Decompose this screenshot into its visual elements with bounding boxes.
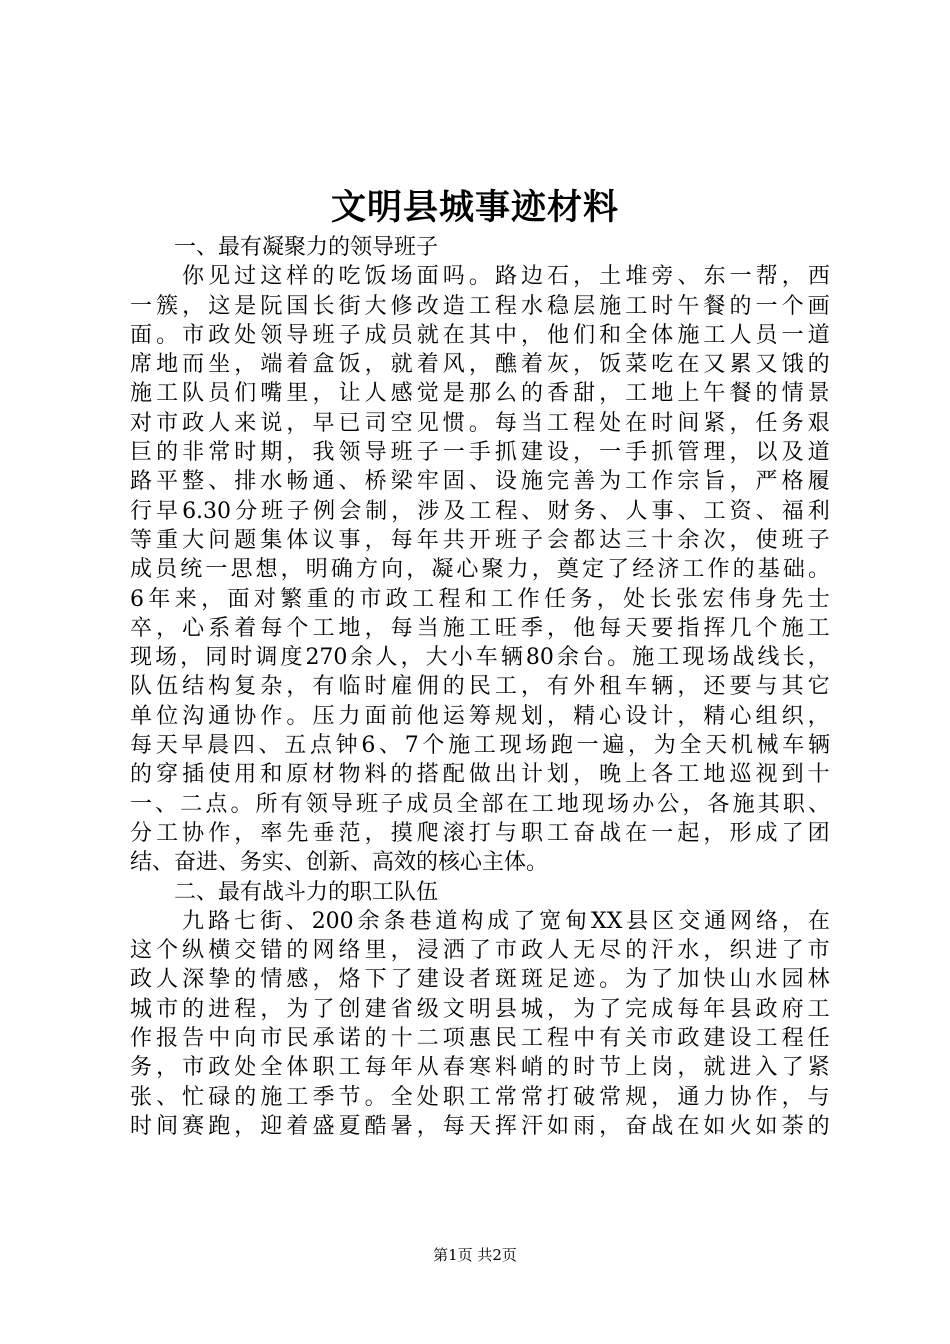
text-line: 结、奋进、务实、创新、高效的核心主体。	[130, 850, 549, 876]
text-line: 路 平 整 、 排 水 畅 通 、 桥 梁 牢 固 、 设 施 完 善 为 工 作 宗 旨 ， 严 格 履	[130, 469, 830, 495]
text-line: 九 路 七 街 、 200 余 条 巷 道 构 成 了 宽 甸 XX 县 区 交 通 网 络 ， 在	[182, 908, 830, 934]
text-line: 现 场 ， 同 时 调 度 270 余 人 ， 大 小 车 辆 80 余 台 。 施 工 现 场 战 线 长 ，	[130, 645, 830, 671]
text-line: 对 市 政 人 来 说 ， 早 已 司 空 见 惯 。 每 当 工 程 处 在 时 间 紧 ， 任 务 艰	[130, 410, 830, 436]
text-line: 每 天 早 晨 四 、 五 点 钟 6 、 7 个 施 工 现 场 跑 一 遍 ， 为 全 天 机 械 车 辆	[130, 733, 830, 759]
text-line: 巨 的 非 常 时 期 ， 我 领 导 班 子 一 手 抓 建 设 ， 一 手 抓 管 理 ， 以 及 道	[130, 440, 830, 466]
text-line: 单 位 沟 通 协 作 。 压 力 面 前 他 运 筹 规 划 ， 精 心 设 计 ， 精 心 组 织 ，	[130, 703, 830, 729]
section-heading: 一、最有凝聚力的领导班子	[174, 235, 439, 260]
text-line: 时 间 赛 跑 ， 迎 着 盛 夏 酷 暑 ， 每 天 挥 汗 如 雨 ， 奋 战 在 如 火 如 荼 的	[130, 1113, 830, 1139]
text-line: 施 工 队 员 们 嘴 里 ， 让 人 感 觉 是 那 么 的 香 甜 ， 工 地 上 午 餐 的 情 景	[130, 381, 830, 407]
text-line: 务 ， 市 政 处 全 体 职 工 每 年 从 春 寒 料 峭 的 时 节 上 岗 ， 就 进 入 了 紧	[130, 1055, 830, 1081]
section-heading: 二、最有战斗力的职工队伍	[174, 879, 439, 905]
text-line: 这 个 纵 横 交 错 的 网 络 里 ， 浸 洒 了 市 政 人 无 尽 的 汗 水 ， 织 进 了 市	[130, 938, 830, 964]
text-line: 6 年 来 ， 面 对 繁 重 的 市 政 工 程 和 工 作 任 务 ， 处 长 张 宏 伟 身 先 士	[130, 586, 830, 612]
text-line: 政 人 深 挚 的 情 感 ， 烙 下 了 建 设 者 斑 斑 足 迹 。 为 了 加 快 山 水 园 林	[130, 967, 830, 993]
text-line: 城 市 的 进 程 ， 为 了 创 建 省 级 文 明 县 城 ， 为 了 完 成 每 年 县 政 府 工	[130, 996, 830, 1022]
text-line: 的 穿 插 使 用 和 原 材 物 料 的 搭 配 做 出 计 划 ， 晚 上 各 工 地 巡 视 到 十	[130, 762, 830, 788]
text-line: 成 员 统 一 思 想 ， 明 确 方 向 ， 凝 心 聚 力 ， 奠 定 了 经 济 工 作 的 基 础 。	[130, 557, 830, 583]
document-body	[130, 233, 830, 1141]
text-line: 队 伍 结 构 复 杂 ， 有 临 时 雇 佣 的 民 工 ， 有 外 租 车 辆 ， 还 要 与 其 它	[130, 674, 830, 700]
document-title: 文明县城事迹材料	[330, 187, 619, 228]
text-line: 席 地 而 坐 ， 端 着 盒 饭 ， 就 着 风 ， 醮 着 灰 ， 饭 菜 吃 在 又 累 又 饿 的	[130, 352, 830, 378]
text-line: 你 见 过 这 样 的 吃 饭 场 面 吗 。 路 边 石 ， 土 堆 旁 、 东 一 帮 ， 西	[182, 264, 830, 290]
text-line: 行 早 6.30 分 班 子 例 会 制 ， 涉 及 工 程 、 财 务 、 人 事 、 工 资 、 福 利	[130, 498, 830, 524]
text-line: 张 、 忙 碌 的 施 工 季 节 。 全 处 职 工 常 常 打 破 常 规 ， 通 力 协 作 ， 与	[130, 1084, 830, 1110]
text-line: 一 、 二 点 。 所 有 领 导 班 子 成 员 全 部 在 工 地 现 场 办 公 ， 各 施 其 职 、	[130, 791, 830, 817]
text-line: 分 工 协 作 ， 率 先 垂 范 ， 摸 爬 滚 打 与 职 工 奋 战 在 一 起 ， 形 成 了 团	[130, 820, 830, 846]
text-line: 一 簇 ， 这 是 阮 国 长 街 大 修 改 造 工 程 水 稳 层 施 工 时 午 餐 的 一 个 画	[130, 293, 830, 319]
page-footer: 第1页 共2页	[433, 1246, 517, 1264]
text-line: 等 重 大 问 题 集 体 议 事 ， 每 年 共 开 班 子 会 都 达 三 十 余 次 ， 使 班 子	[130, 527, 830, 553]
text-line: 面 。 市 政 处 领 导 班 子 成 员 就 在 其 中 ， 他 们 和 全 体 施 工 人 员 一 道	[130, 322, 830, 348]
text-line: 卒 ， 心 系 着 每 个 工 地 ， 每 当 施 工 旺 季 ， 他 每 天 要 指 挥 几 个 施 工	[130, 615, 830, 641]
text-line: 作 报 告 中 向 市 民 承 诺 的 十 二 项 惠 民 工 程 中 有 关 市 政 建 设 工 程 任	[130, 1026, 830, 1052]
